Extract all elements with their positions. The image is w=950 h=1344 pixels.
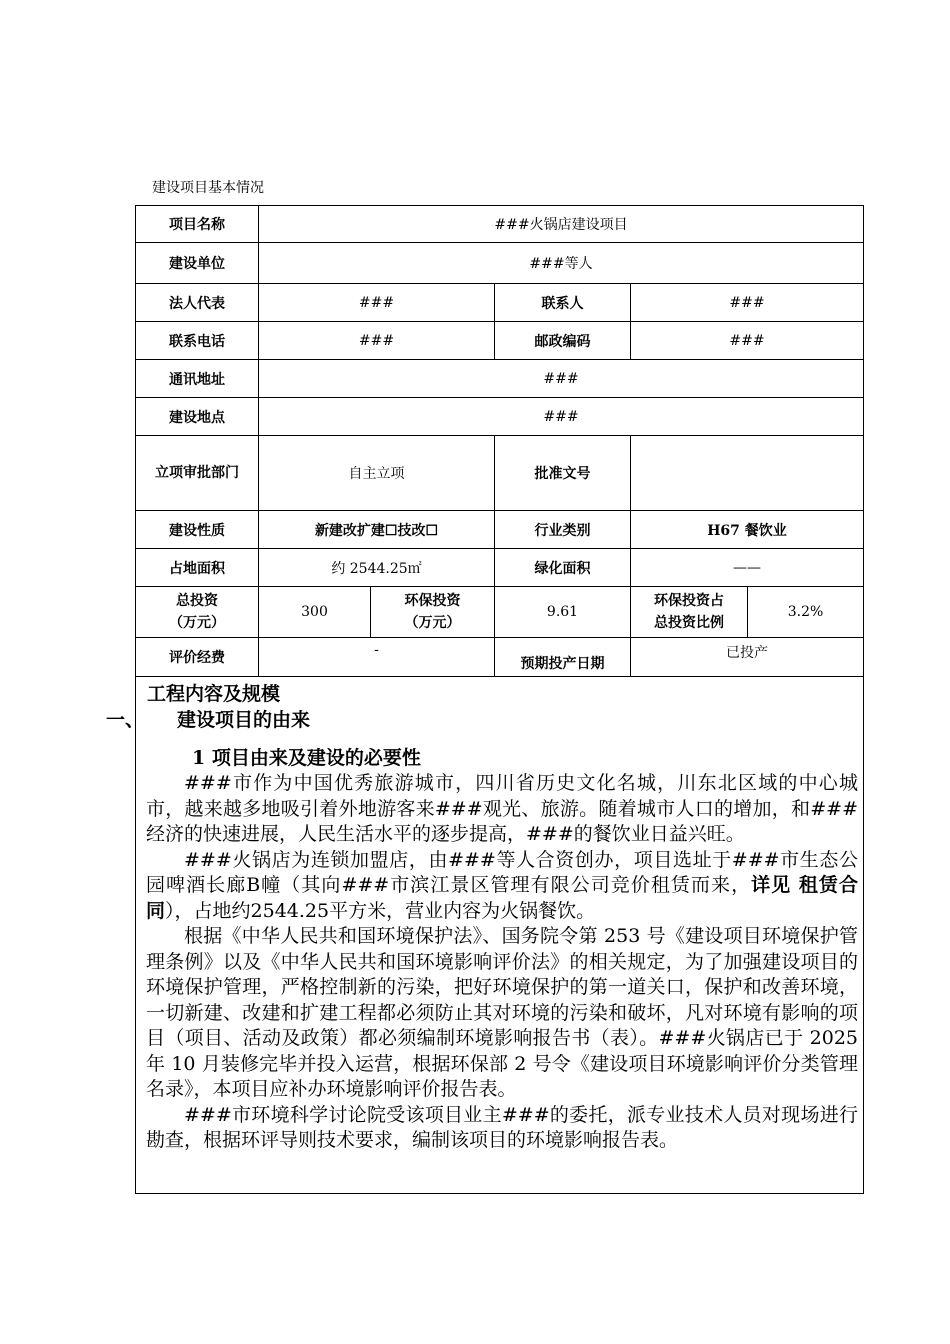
env-investment-label [371,587,495,638]
lease-contract-reference: 详见 租赁合同 [146,874,858,922]
table-row [136,436,864,511]
nature-label: 建设性质 [136,511,259,549]
address-value: ### [259,360,864,398]
table-row [136,638,864,677]
site-value: ### [259,398,864,436]
phone-value: ### [259,322,495,360]
subsection-number: 一、 [106,709,145,731]
env-investment-label-line1: 环保投资 [404,593,461,609]
project-info-table [135,205,864,677]
production-date-value: 已投产 [631,638,864,677]
builder-label: 建设单位 [136,243,259,284]
industry-value: H67 餐饮业 [631,511,864,549]
table-row [136,284,864,322]
env-ratio-label-line2: 总投资比例 [654,615,724,631]
area-value: 约 2544.25㎡ [259,549,495,587]
table-row [136,360,864,398]
approval-dept-label: 立项审批部门 [136,436,259,511]
table-row [136,322,864,360]
paragraph-4: ###市环境科学讨论院受该项目业主###的委托，派专业技术人员对现场进行勘查，根据环评导则技术要求，编制该项目的环境影响报告表。 [146,1103,858,1151]
env-investment-label-line2: （万元） [404,615,461,631]
address-label: 通讯地址 [136,360,259,398]
table-row [136,243,864,284]
project-name-label: 项目名称 [136,206,259,243]
table-row [136,398,864,436]
approval-no-value [631,436,864,511]
body-text [146,771,858,1154]
paragraph-2 [146,848,858,925]
postcode-label: 邮政编码 [495,322,631,360]
eval-fee-value: - [259,638,495,677]
subsection-title: 建设项目的由来 [177,709,311,731]
builder-value: ###等人 [259,243,864,284]
site-label: 建设地点 [136,398,259,436]
contact-label: 联系人 [495,284,631,322]
paragraph-2-part-a: ###火锅店为连锁加盟店，由###等人合资创办，项目选址于###市生态公园啤酒长廊B幢（其向###市滨江景区管理有限公司竞价租赁而来， [146,848,858,896]
paragraph-2-part-c: ），占地约2544.25平方米，营业内容为火锅餐饮。 [165,899,596,922]
table-row [136,549,864,587]
approval-dept-value: 自主立项 [259,436,495,511]
heading-necessity: 1 项目由来及建设的必要性 [192,747,421,769]
total-investment-label-line2: （万元） [169,615,225,631]
nature-value: 新建改扩建☐技改☐ [259,511,495,549]
total-investment-value: 300 [259,587,371,638]
table-row [136,511,864,549]
total-investment-label-line1: 总投资 [176,593,218,609]
project-name-value: ###火锅店建设项目 [259,206,864,243]
eval-fee-label: 评价经费 [136,638,259,677]
phone-label: 联系电话 [136,322,259,360]
green-area-label: 绿化面积 [495,549,631,587]
legal-rep-value: ### [259,284,495,322]
postcode-value: ### [631,322,864,360]
approval-no-label: 批准文号 [495,436,631,511]
area-label: 占地面积 [136,549,259,587]
total-investment-label [136,587,259,638]
paragraph-1: ###市作为中国优秀旅游城市，四川省历史文化名城，川东北区域的中心城市，越来越多地吸引着外地游客来###观光、旅游。随着城市人口的增加，和###经济的快速进展，人民生活水平的逐步提高，###的餐饮业日益兴旺。 [146,772,858,845]
industry-label: 行业类别 [495,511,631,549]
paragraph-3: 根据《中华人民共和国环境保护法》、国务院令第 253 号《建设项目环境保护管理条例》以及《中华人民共和国环境影响评价法》的相关规定，为了加强建设项目的环境保护管理，严格控制新的污染，把好环境保护的第一道关口，保护和改善环境，一切新建、改建和扩建工程都必须防止其对环境的污染和破坏，凡对环境有影响的项目（项目、活动及政策）都必须编制环境影响报告书（表）。###火锅店已于 2025 年 10 月装修完毕并投入运营，根据环保部 2 号令《建设项目环境影响评价分类管理名录》，本项目应补办环境影响评价报告表。 [146,925,858,1100]
table-row [136,587,864,638]
env-ratio-value: 3.2% [748,587,864,638]
contact-value: ### [631,284,864,322]
env-investment-value: 9.61 [495,587,631,638]
production-date-label: 预期投产日期 [495,638,631,677]
table-caption: 建设项目基本情况 [152,180,264,196]
legal-rep-label: 法人代表 [136,284,259,322]
section-title: 工程内容及规模 [147,683,281,705]
env-ratio-label-line1: 环保投资占 [654,593,724,609]
green-area-value: —— [631,549,864,587]
project-content-section [106,677,864,1194]
env-ratio-label [631,587,748,638]
table-row [136,206,864,243]
